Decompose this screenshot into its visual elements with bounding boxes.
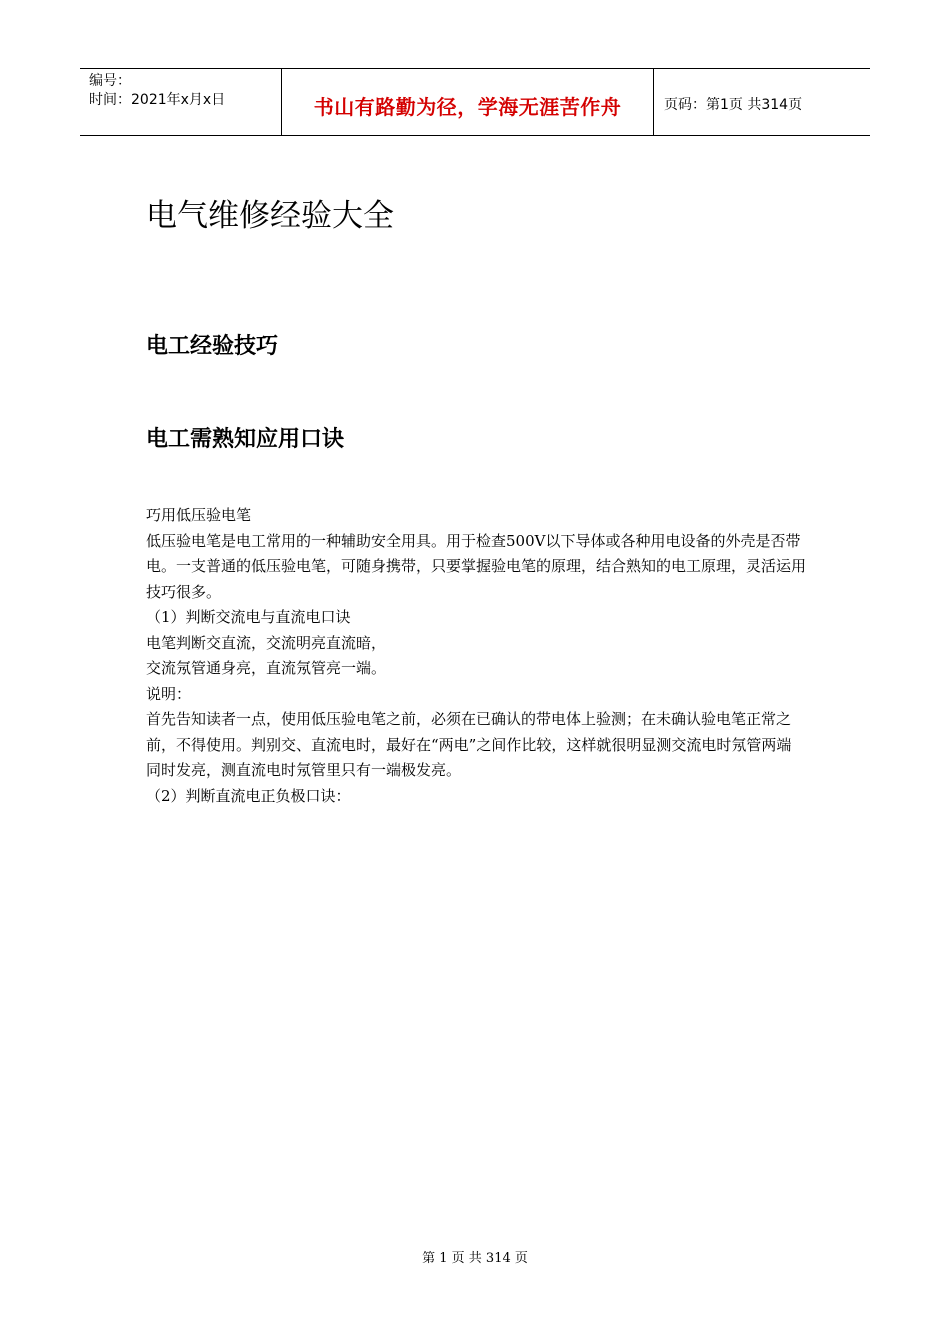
section-title: 电工经验技巧 bbox=[146, 334, 279, 359]
paragraph: 首先告知读者一点，使用低压验电笔之前，必须在已确认的带电体上验测；在未确认验电笔正常之前，不得使用。判别交、直流电时，最好在“两电”之间作比较，这样就很明显测交流电时氖管两端同时发亮，测直流电时氖管里只有一端极发亮。 bbox=[146, 710, 792, 779]
header-page-info: 页码：第1页 共314页 bbox=[664, 97, 803, 113]
paragraph: 低压验电笔是电工常用的一种辅助安全用具。用于检查500V以下导体或各种用电设备的外壳是否带电。一支普通的低压验电笔，可随身携带，只要掌握验电笔的原理，结合熟知的电工原理，灵活运用技巧很多。 bbox=[146, 531, 807, 601]
body-text bbox=[146, 503, 806, 809]
document-title: 电气维修经验大全 bbox=[146, 198, 394, 234]
document-number-label: 编号： bbox=[89, 73, 131, 89]
paragraph: 说明： bbox=[146, 684, 192, 703]
subsection-title: 电工需熟知应用口诀 bbox=[146, 427, 345, 452]
document-time-label: 时间：2021年x月x日 bbox=[89, 92, 226, 108]
page-footer: 第 1 页 共 314 页 bbox=[422, 1251, 528, 1266]
paragraph: （2）判断直流电正负极口诀： bbox=[146, 786, 351, 805]
page-header bbox=[80, 68, 870, 136]
paragraph: （1）判断交流电与直流电口诀 bbox=[146, 608, 351, 626]
paragraph: 电笔判断交直流，交流明亮直流暗， bbox=[146, 633, 387, 652]
header-motto: 书山有路勤为径，学海无涯苦作舟 bbox=[313, 94, 622, 119]
header-meta bbox=[80, 69, 281, 135]
paragraph: 交流氖管通身亮，直流氖管亮一端。 bbox=[146, 659, 387, 677]
header-motto-cell bbox=[281, 69, 654, 135]
paragraph: 巧用低压验电笔 bbox=[146, 506, 252, 524]
